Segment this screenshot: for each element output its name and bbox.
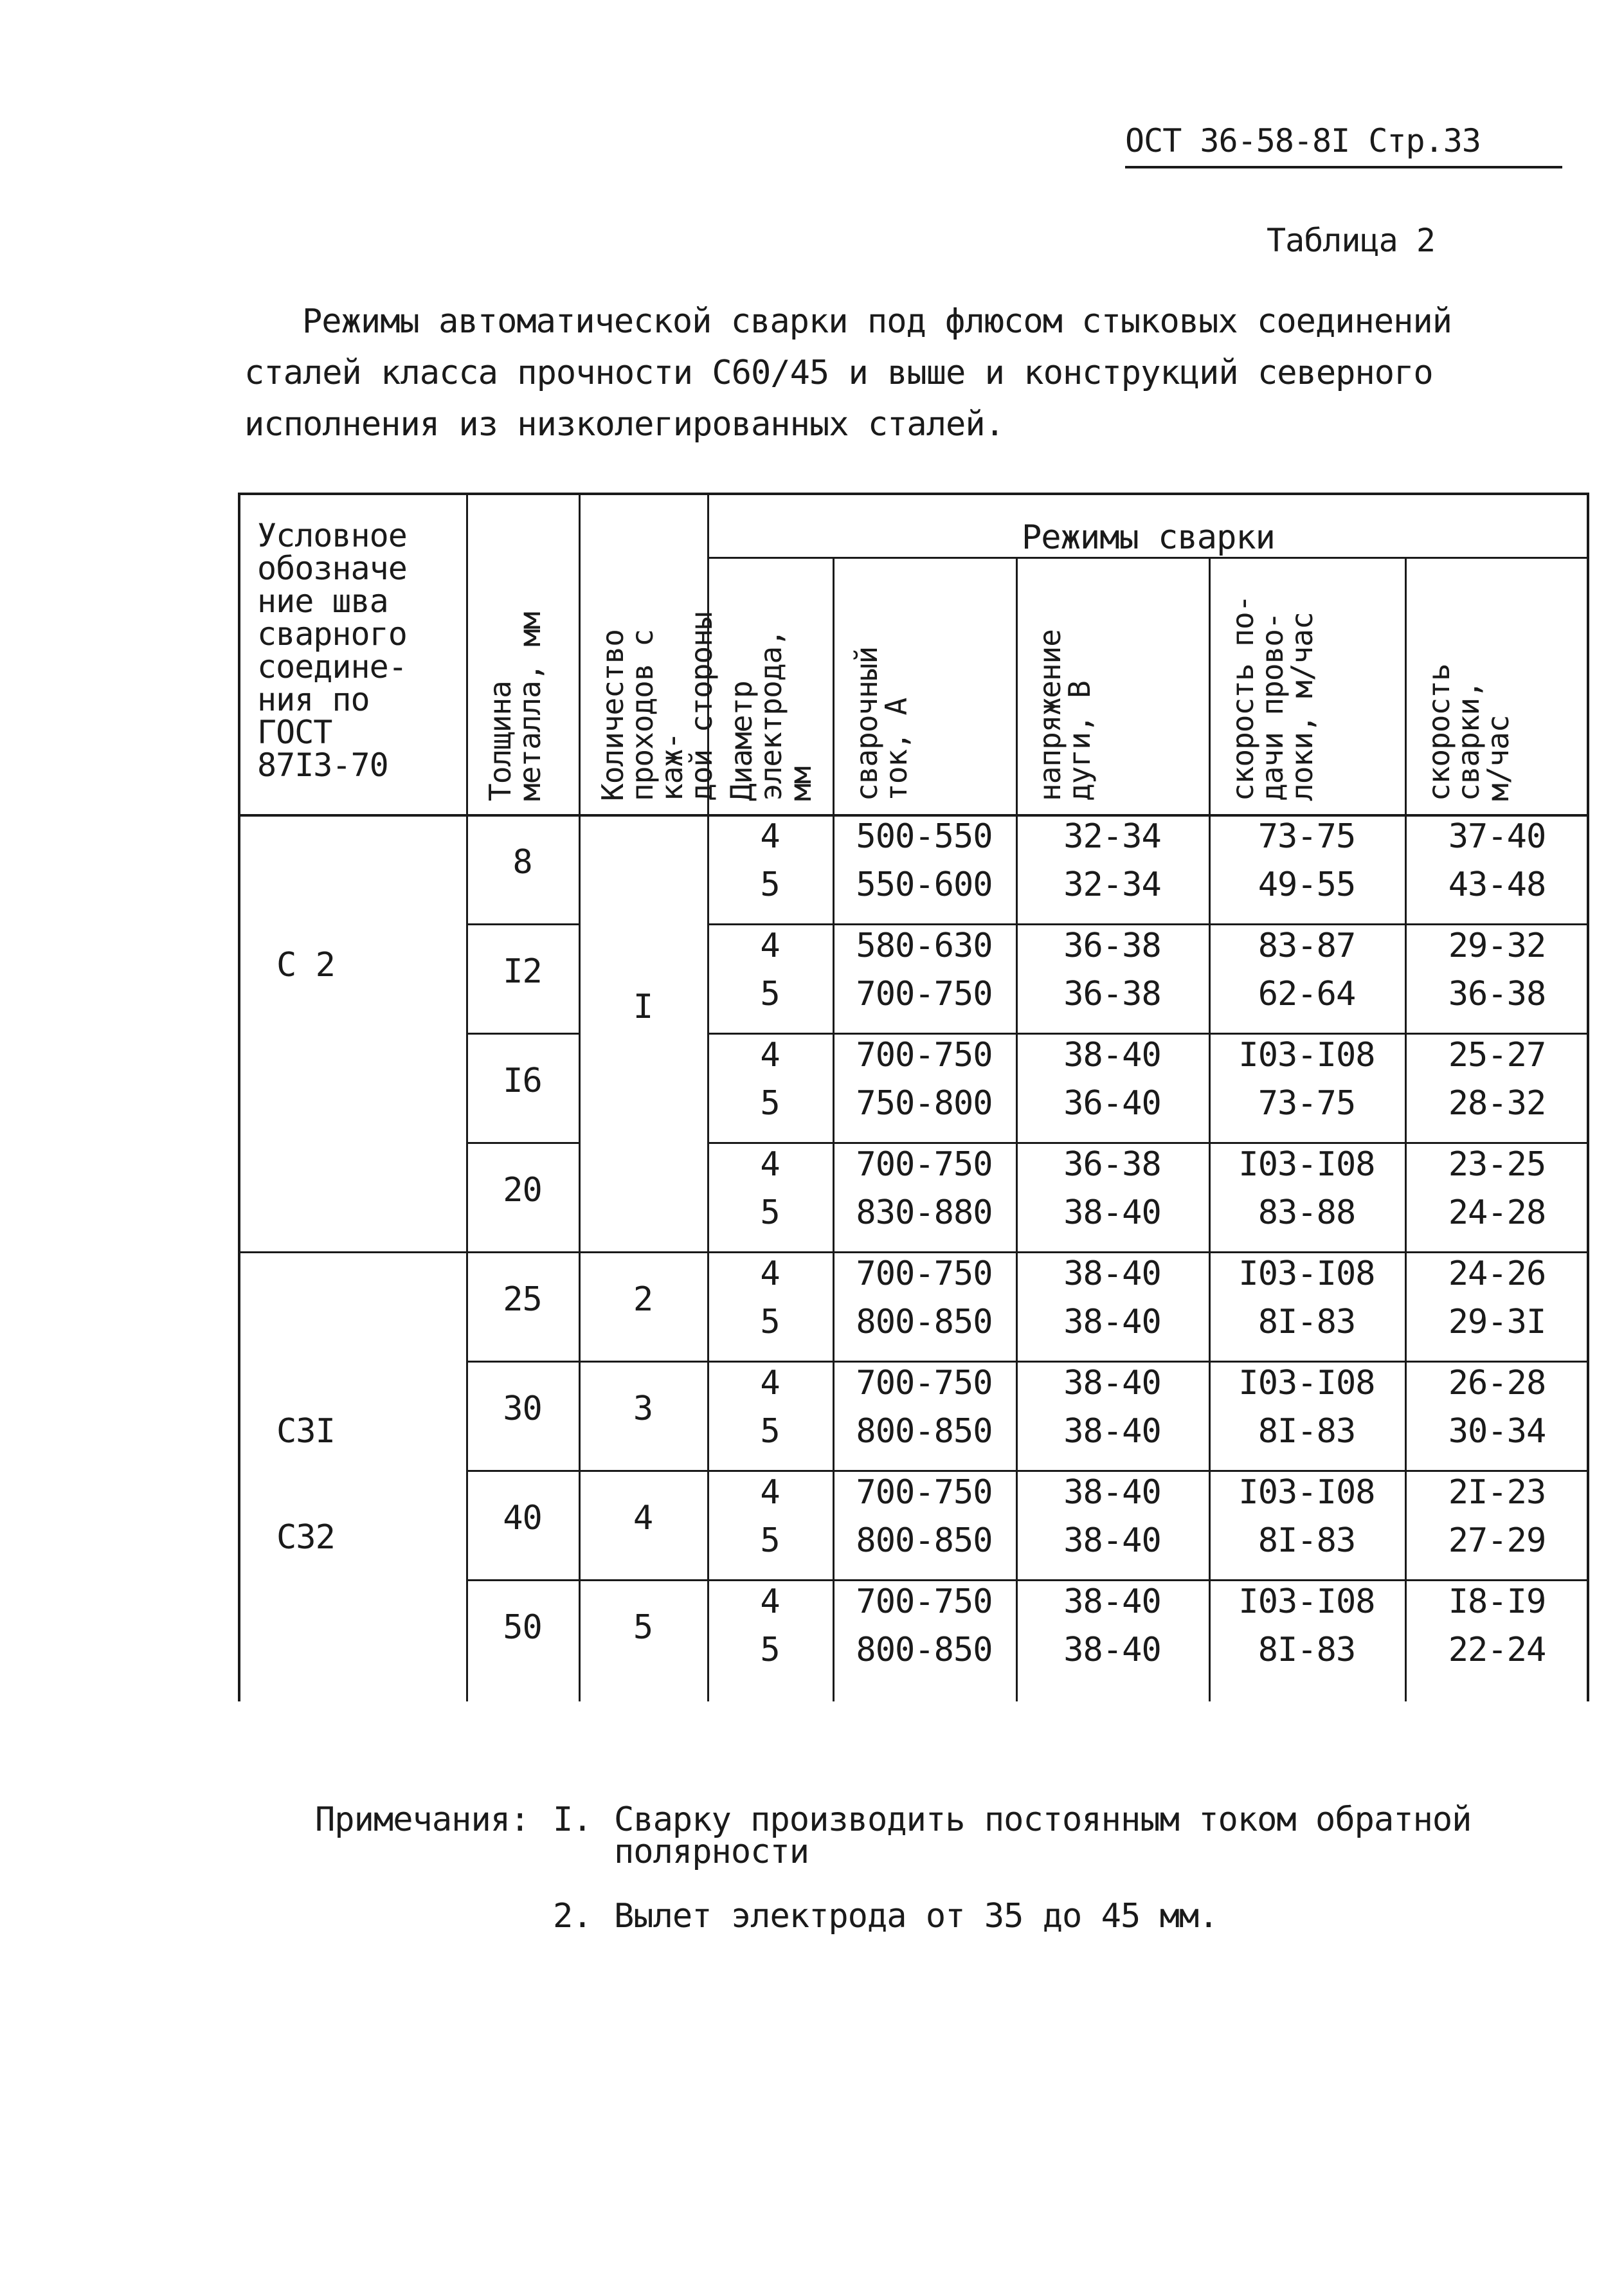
diameter-cell: 4 [760,927,780,965]
header-underline [1125,166,1562,168]
speed-cell: 23-25 [1448,1145,1546,1184]
note-1-text: Сварку производить постоянным током обратной [614,1800,1472,1839]
current-cell: 700-750 [856,1255,993,1293]
thickness-cell: 30 [503,1390,542,1428]
wire-feed-cell: 8I-83 [1258,1631,1356,1669]
wire-feed-cell: 73-75 [1258,1084,1356,1123]
table-rule [707,1361,1589,1363]
wire-feed-cell: I03-I08 [1238,1036,1375,1074]
table-rule [466,1579,579,1581]
table-rule [579,1470,707,1472]
table-rule [707,1579,1589,1581]
table-rule [238,1251,466,1253]
table-rule [466,1361,579,1363]
voltage-cell: 38-40 [1063,1473,1161,1512]
thickness-cell: I2 [503,952,542,991]
wire-feed-cell: 8I-83 [1258,1303,1356,1341]
diameter-cell: 4 [760,1036,780,1074]
current-cell: 700-750 [856,1582,993,1621]
diameter-cell: 5 [760,1303,780,1341]
current-cell: 500-550 [856,817,993,856]
voltage-cell: 36-40 [1063,1084,1161,1123]
current-cell: 700-750 [856,1036,993,1074]
current-cell: 800-850 [856,1412,993,1451]
note-1-number: I. [553,1800,592,1839]
designation-header-line: 87I3-70 [257,747,388,784]
table-rule [707,923,1589,925]
speed-cell: 29-32 [1448,927,1546,965]
designation-header-line: соедине- [257,648,407,685]
speed-cell: 26-28 [1448,1364,1546,1402]
wire-feed-cell: I03-I08 [1238,1473,1375,1512]
passes-cell: 3 [633,1390,653,1428]
voltage-cell: 38-40 [1063,1412,1161,1451]
voltage-cell: 38-40 [1063,1631,1161,1669]
diameter-cell: 5 [760,1412,780,1451]
wire-feed-cell: 73-75 [1258,817,1356,856]
table-rule [466,1251,579,1253]
diameter-cell: 5 [760,1193,780,1232]
passes-header: Количество проходов с каж- дой стороны [595,612,719,801]
table-rule [579,1579,707,1581]
table-label: Таблица 2 [1267,222,1435,259]
thickness-cell: 20 [503,1171,542,1210]
voltage-cell: 32-34 [1063,866,1161,904]
diameter-cell: 5 [760,1521,780,1560]
diameter-cell: 5 [760,866,780,904]
speed-cell: 29-3I [1448,1303,1546,1341]
table-rule [579,1251,707,1253]
thickness-cell: 50 [503,1608,542,1647]
wire-feed-cell: I03-I08 [1238,1255,1375,1293]
voltage-cell: 38-40 [1063,1303,1161,1341]
speed-cell: 22-24 [1448,1631,1546,1669]
speed-cell: 36-38 [1448,975,1546,1013]
speed-header: скорость сварки, м/час [1421,664,1515,801]
wire-feed-cell: 8I-83 [1258,1412,1356,1451]
table-rule [466,1470,579,1472]
current-cell: 700-750 [856,1364,993,1402]
designation-label: С 2 [276,946,335,984]
wire-feed-cell: I03-I08 [1238,1145,1375,1184]
thickness-header: Толщина металла, мм [483,612,547,801]
document-code: ОСТ 36-58-8I Стр.33 [1125,122,1481,159]
voltage-cell: 38-40 [1063,1036,1161,1074]
table-rule [707,1251,1589,1253]
voltage-cell: 32-34 [1063,817,1161,856]
speed-cell: 27-29 [1448,1521,1546,1560]
designation-label: С3I [276,1412,335,1451]
speed-cell: 24-26 [1448,1255,1546,1293]
passes-cell: I [633,988,653,1026]
modes-group-header: Режимы сварки [1022,518,1275,557]
diameter-cell: 4 [760,1364,780,1402]
note-2-text: Вылет электрода от 35 до 45 мм. [614,1897,1218,1935]
current-cell: 700-750 [856,975,993,1013]
current-cell: 830-880 [856,1193,993,1232]
diameter-cell: 5 [760,1631,780,1669]
diameter-cell: 5 [760,975,780,1013]
intro-line-1: Режимы автоматической сварки под флюсом стыковых соединений [302,302,1452,341]
wire-feed-cell: I03-I08 [1238,1364,1375,1402]
voltage-cell: 38-40 [1063,1255,1161,1293]
voltage-cell: 38-40 [1063,1582,1161,1621]
speed-cell: 37-40 [1448,817,1546,856]
designation-header-line: сварного [257,615,407,653]
wire-feed-cell: 8I-83 [1258,1521,1356,1560]
table-rule [579,1361,707,1363]
current-cell: 700-750 [856,1473,993,1512]
voltage-cell: 38-40 [1063,1193,1161,1232]
notes-title: Примечания: [315,1800,530,1839]
wire-feed-cell: 83-88 [1258,1193,1356,1232]
table-rule [707,1033,1589,1035]
thickness-cell: 40 [503,1499,542,1537]
voltage-cell: 36-38 [1063,975,1161,1013]
table-rule [238,493,1589,495]
intro-line-2: сталей класса прочности С60/45 и выше и конструкций северного [244,354,1433,392]
current-cell: 550-600 [856,866,993,904]
table-rule [238,493,240,1701]
current-cell: 800-850 [856,1631,993,1669]
designation-label: С32 [276,1518,335,1557]
diameter-cell: 5 [760,1084,780,1123]
diameter-header: Диаметр электрода, мм [724,630,818,801]
current-header: сварочный ток, А [849,646,914,801]
speed-cell: 30-34 [1448,1412,1546,1451]
passes-cell: 5 [633,1608,653,1647]
thickness-cell: 25 [503,1280,542,1319]
current-cell: 750-800 [856,1084,993,1123]
voltage-cell: 38-40 [1063,1521,1161,1560]
speed-cell: 25-27 [1448,1036,1546,1074]
diameter-cell: 4 [760,1145,780,1184]
current-cell: 580-630 [856,927,993,965]
note-2-number: 2. [553,1897,592,1935]
voltage-cell: 36-38 [1063,1145,1161,1184]
table-rule [707,1142,1589,1144]
designation-header-line: ние шва [257,583,388,620]
voltage-cell: 38-40 [1063,1364,1161,1402]
speed-cell: 2I-23 [1448,1473,1546,1512]
current-cell: 800-850 [856,1303,993,1341]
thickness-cell: 8 [512,843,532,882]
wire-feed-cell: 83-87 [1258,927,1356,965]
welding-modes-table [238,493,1589,1753]
designation-header-line: ГОСТ [257,714,332,751]
thickness-cell: I6 [503,1062,542,1100]
speed-cell: 24-28 [1448,1193,1546,1232]
diameter-cell: 4 [760,1255,780,1293]
current-cell: 800-850 [856,1521,993,1560]
designation-header-line: ния по [257,681,370,718]
table-rule [238,814,1589,817]
speed-cell: 43-48 [1448,866,1546,904]
voltage-header: напряжение дуги, В [1033,630,1097,801]
table-rule [707,1470,1589,1472]
wire-feed-cell: 49-55 [1258,866,1356,904]
designation-header-line: Условное [257,517,407,554]
diameter-cell: 4 [760,1582,780,1621]
diameter-cell: 4 [760,817,780,856]
intro-line-3: исполнения из низколегированных сталей. [244,405,1004,444]
diameter-cell: 4 [760,1473,780,1512]
wire-feed-header: скорость по- дачи прово- локи, м/час [1225,595,1319,801]
speed-cell: 28-32 [1448,1084,1546,1123]
passes-cell: 2 [633,1280,653,1319]
speed-cell: I8-I9 [1448,1582,1546,1621]
note-1-continuation: полярности [614,1833,809,1871]
wire-feed-cell: I03-I08 [1238,1582,1375,1621]
voltage-cell: 36-38 [1063,927,1161,965]
table-rule [466,1142,579,1144]
table-rule [466,923,579,925]
wire-feed-cell: 62-64 [1258,975,1356,1013]
passes-cell: 4 [633,1499,653,1537]
current-cell: 700-750 [856,1145,993,1184]
designation-header-line: обозначе [257,550,407,587]
table-rule [466,1033,579,1035]
